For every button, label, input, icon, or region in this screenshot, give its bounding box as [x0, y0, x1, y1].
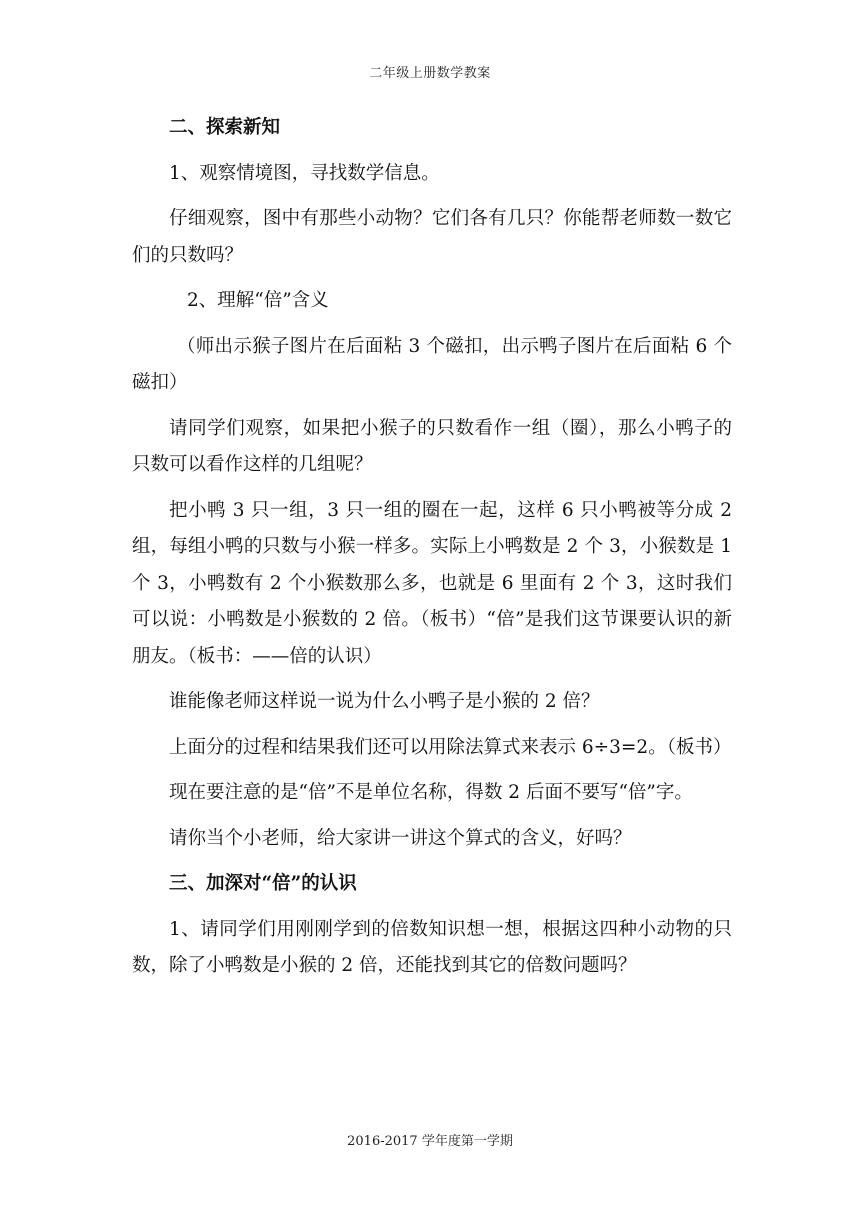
paragraph-who-can-say: 谁能像老师这样说一说为什么小鸭子是小猴的 2 倍？: [169, 691, 600, 712]
paragraph-explanation: 把小鸭 3 只一组，3 只一组的圈在一起，这样 6 只小鸭被等分成 2 组，每组小鸭的只数与小猴一样多。实际上小鸭数是 2 个 3，小猴数是 1 个 3，小鸭数有 2 个小猴数那么多，也就是 6 里面有 2 个 3，这时我们可以说：小鸭数是小猴数的 2 倍。（板书）“倍”是我们这节课要认识的新朋友。（板书：——倍的认识）: [132, 499, 732, 667]
paragraph-note-unit: 现在要注意的是“倍”不是单位名称，得数 2 后面不要写“倍”字。: [169, 782, 693, 803]
page-header: 二年级上册数学教案: [369, 66, 491, 81]
paragraph-other-multiples: 1、请同学们用刚刚学到的倍数知识想一想，根据这四种小动物的只数，除了小鸭数是小猴的 2 倍，还能找到其它的倍数问题吗？: [132, 918, 732, 976]
paragraph-division: 上面分的过程和结果我们还可以用除法算式来表示 6÷3=2。（板书）: [169, 736, 732, 758]
step-observe: 1、观察情境图，寻找数学信息。: [169, 162, 440, 184]
paragraph-observe-groups: 请同学们观察，如果把小猴子的只数看作一组（圈），那么小鸭子的只数可以看作这样的几组呢？: [132, 417, 732, 475]
section-heading-deepen: 三、加深对“倍”的认识: [169, 873, 357, 894]
paragraph-little-teacher: 请你当个小老师，给大家讲一讲这个算式的含义，好吗？: [169, 827, 632, 849]
paragraph-teacher-action: （师出示猴子图片在后面粘 3 个磁扣，出示鸭子图片在后面粘 6 个磁扣）: [132, 335, 732, 393]
paragraph-question-animals: 仔细观察，图中有那些小动物？它们各有几只？你能帮老师数一数它们的只数吗？: [132, 208, 732, 266]
page-footer: 2016-2017 学年度第一学期: [347, 1134, 513, 1149]
step-understand-times: 2、理解“倍”含义: [187, 290, 329, 311]
document-body: [132, 110, 732, 994]
section-heading-explore: 二、探索新知: [169, 117, 281, 138]
